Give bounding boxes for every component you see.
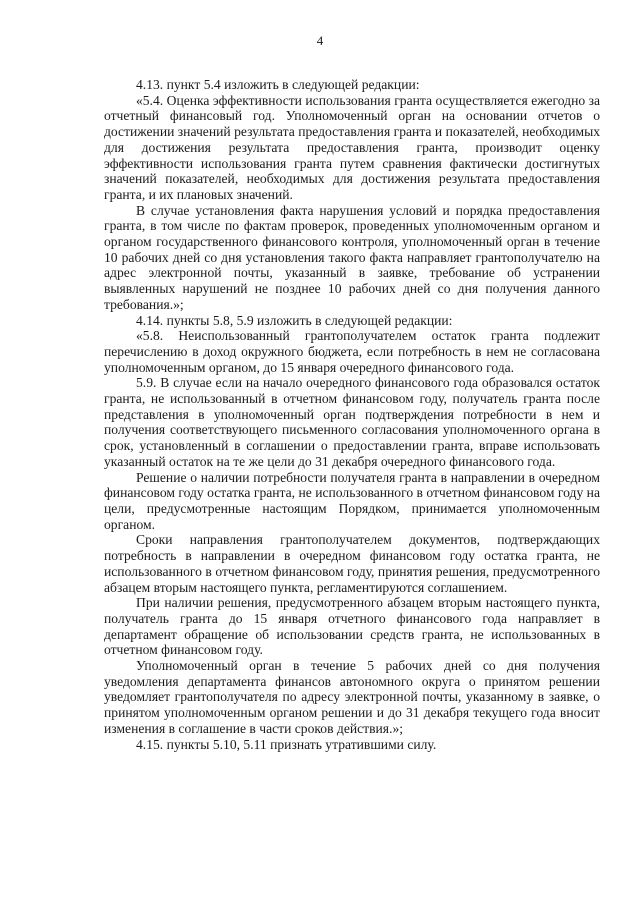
paragraph-5-4-violation: В случае установления факта нарушения условий и порядка предоставления гранта, в том числе по фактам проверок, проведенных уполномоченным органом и органом государственного финансового контроля, уполномоченный орган в течение 10 рабочих дней со дня установления такого факта направляет грантополучателю на адрес электронной почты, указанный в заявке, требование об устранении выявленных нарушений не позднее 10 рабочих дней со дня получения данного требования.»; — [104, 202, 600, 312]
paragraph-4-14: 4.14. пункты 5.8, 5.9 изложить в следующей редакции: — [136, 312, 453, 328]
paragraph-5-9-request: При наличии решения, предусмотренного абзацем вторым настоящего пункта, получатель гранта до 15 января отчетного финансового года направляет в департамент обращение об использовании средств гранта, не использованных в отчетном финансовом году. — [104, 595, 600, 658]
paragraph-5-9-deadlines: Сроки направления грантополучателем документов, подтверждающих потребность в направлении в очередном финансовом году остатка гранта, не использованного в отчетном финансовом году, принятия решения, предусмотренного абзацем вторым настоящего пункта, регламентируются соглашением. — [104, 532, 600, 595]
page-number: 4 — [316, 33, 324, 48]
paragraph-4-15: 4.15. пункты 5.10, 5.11 признать утратившими силу. — [136, 736, 437, 752]
paragraph-5-8: «5.8. Неиспользованный грантополучателем остаток гранта подлежит перечислению в доход окружного бюджета, если потребность в нем не согласована уполномоченным органом, до 15 января очередного финансового года. — [104, 328, 600, 375]
paragraph-5-9-notification: Уполномоченный орган в течение 5 рабочих дней со дня получения уведомления департамента финансов автономного округа о принятом решении уведомляет грантополучателя по адресу электронной почты, указанному в заявке, о принятом уполномоченным органом решении и до 31 декабря текущего года вносит изменения в соглашение в части сроков действия.»; — [104, 658, 600, 736]
paragraph-5-9: 5.9. В случае если на начало очередного финансового года образовался остаток гранта, не использованный в отчетном финансовом году, получатель гранта после представления в уполномоченный орган подтверждения потребности в нем и получения соответствующего письменного согласования уполномоченного органа в срок, установленный в соглашении о предоставлении гранта, вправе использовать указанный остаток на те же цели до 31 декабря очередного финансового года. — [104, 375, 600, 469]
paragraph-5-4: «5.4. Оценка эффективности использования гранта осуществляется ежегодно за отчетный финансовый год. Уполномоченный орган на основании отчетов о достижении значений результата предоставления гранта и показателей, необходимых для достижения результата предоставления гранта, производит оценку эффективности использования гранта путем сравнения фактически достигнутых значений показателей, необходимых для достижения результата предоставления гранта, и их плановых значений. — [104, 92, 600, 202]
paragraph-4-13: 4.13. пункт 5.4 изложить в следующей редакции: — [136, 77, 420, 92]
paragraph-5-9-decision: Решение о наличии потребности получателя гранта в направлении в очередном финансовом году остатка гранта, не использованного в отчетном финансовом году на цели, предусмотренные настоящим Порядком, принимается уполномоченным органом. — [104, 469, 600, 532]
document-body — [104, 77, 600, 752]
